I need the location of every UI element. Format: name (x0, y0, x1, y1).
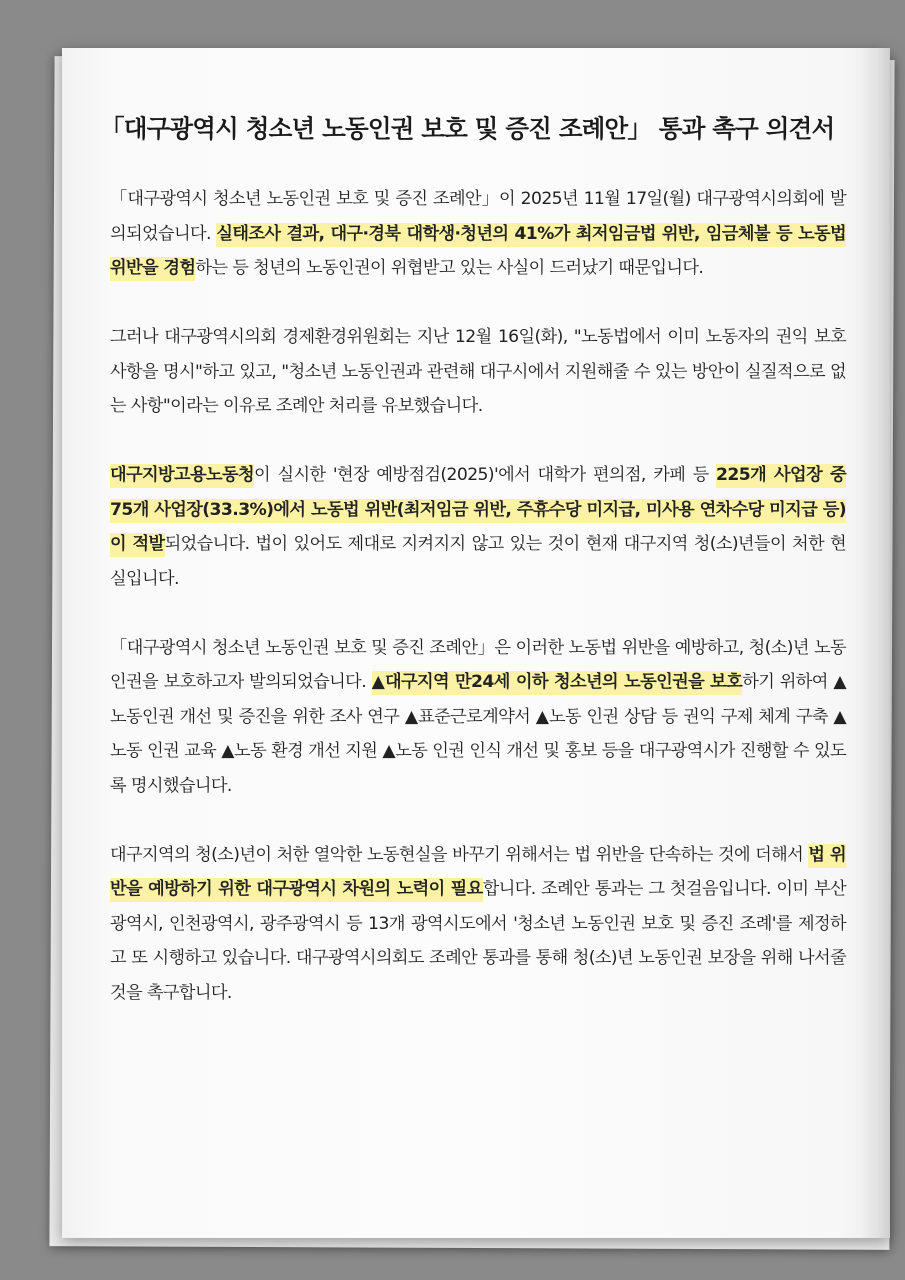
paragraph-text: 그러나 대구광역시의회 경제환경위원회는 지난 12월 16일(화), "노동법에서 이미 노동자의 권익 보호 사항을 명시"하고 있고, "청소년 노동인권과 관련해 대구시에서 지원해줄 수 있는 방안이 실질적으로 없는 사항"이라는 이유로 조례안 처리를 유보했습니다. (110, 327, 846, 416)
paragraph-text: 대구지역의 청(소)년이 처한 열악한 노동현실을 바꾸기 위해서는 법 위반을 단속하는 것에 더해서 (110, 844, 809, 865)
highlighted-text: 225개 사업장 중 75개 사업장(33.3%)에서 노동법 위반(최저임금 위반, 주휴수당 미지급, 미사용 연차수당 미지급 등)이 적발 (110, 464, 846, 557)
paragraph-1 (110, 182, 846, 286)
paragraph-text: 「대구광역시 청소년 노동인권 보호 및 증진 조례안」이 2025년 11월 17일(월) 대구광역시의회에 발의되었습니다. (110, 189, 846, 244)
document-body (110, 182, 846, 1045)
document-page (62, 48, 890, 1238)
paragraph-text: 합니다. 조례안 통과는 그 첫걸음입니다. 이미 부산광역시, 인천광역시, 광주광역시 등 13개 광역시도에서 '청소년 노동인권 보호 및 증진 조례'를 제정하고 또 시행하고 있습니다. 대구광역시의회도 조례안 통과를 통해 청(소)년 노동인권 보장을 위해 나서줄 것을 촉구합니다. (110, 879, 846, 1003)
paragraph-text: 「대구광역시 청소년 노동인권 보호 및 증진 조례안」은 이러한 노동법 위반을 예방하고, 청(소)년 노동인권을 보호하고자 발의되었습니다. (110, 637, 846, 692)
paragraph-text: 하기 위하여 ▲노동인권 개선 및 증진을 위한 조사 연구 ▲표준근로계약서 ▲노동 인권 상담 등 권익 구제 체계 구축 ▲노동 인권 교육 ▲노동 환경 개선 지원 ▲노동 인권 인식 개선 및 홍보 등을 대구광역시가 진행할 수 있도록 명시했습니다. (110, 672, 846, 796)
paragraph-4 (110, 631, 846, 804)
paragraph-text: 되었습니다. 법이 있어도 제대로 지켜지지 않고 있는 것이 현재 대구지역 청(소)년들이 처한 현실입니다. (110, 534, 846, 589)
document-title: 「대구광역시 청소년 노동인권 보호 및 증진 조례안」 통과 촉구 의견서 (100, 114, 835, 143)
paragraph-text: 이 실시한 '현장 예방점검(2025)'에서 대학가 편의점, 카페 등 (254, 465, 717, 485)
page-fold-shadow (860, 48, 890, 1238)
paragraph-5 (110, 838, 846, 1011)
highlighted-text: 실태조사 결과, 대구·경북 대학생·청년의 41%가 최저임금법 위반, 임금체불 등 노동법 위반을 경험 (110, 223, 846, 282)
highlighted-text: ▲대구지역 만24세 이하 청소년의 노동인권을 보호 (372, 671, 743, 695)
paragraph-2 (110, 320, 846, 424)
highlighted-text: 법 위반을 예방하기 위한 대구광역시 차원의 노력이 필요 (110, 844, 846, 903)
highlighted-text: 대구지방고용노동청 (110, 464, 254, 488)
paragraph-text: 하는 등 청년의 노동인권이 위협받고 있는 사실이 드러났기 때문입니다. (195, 258, 704, 278)
paragraph-3 (110, 458, 846, 596)
